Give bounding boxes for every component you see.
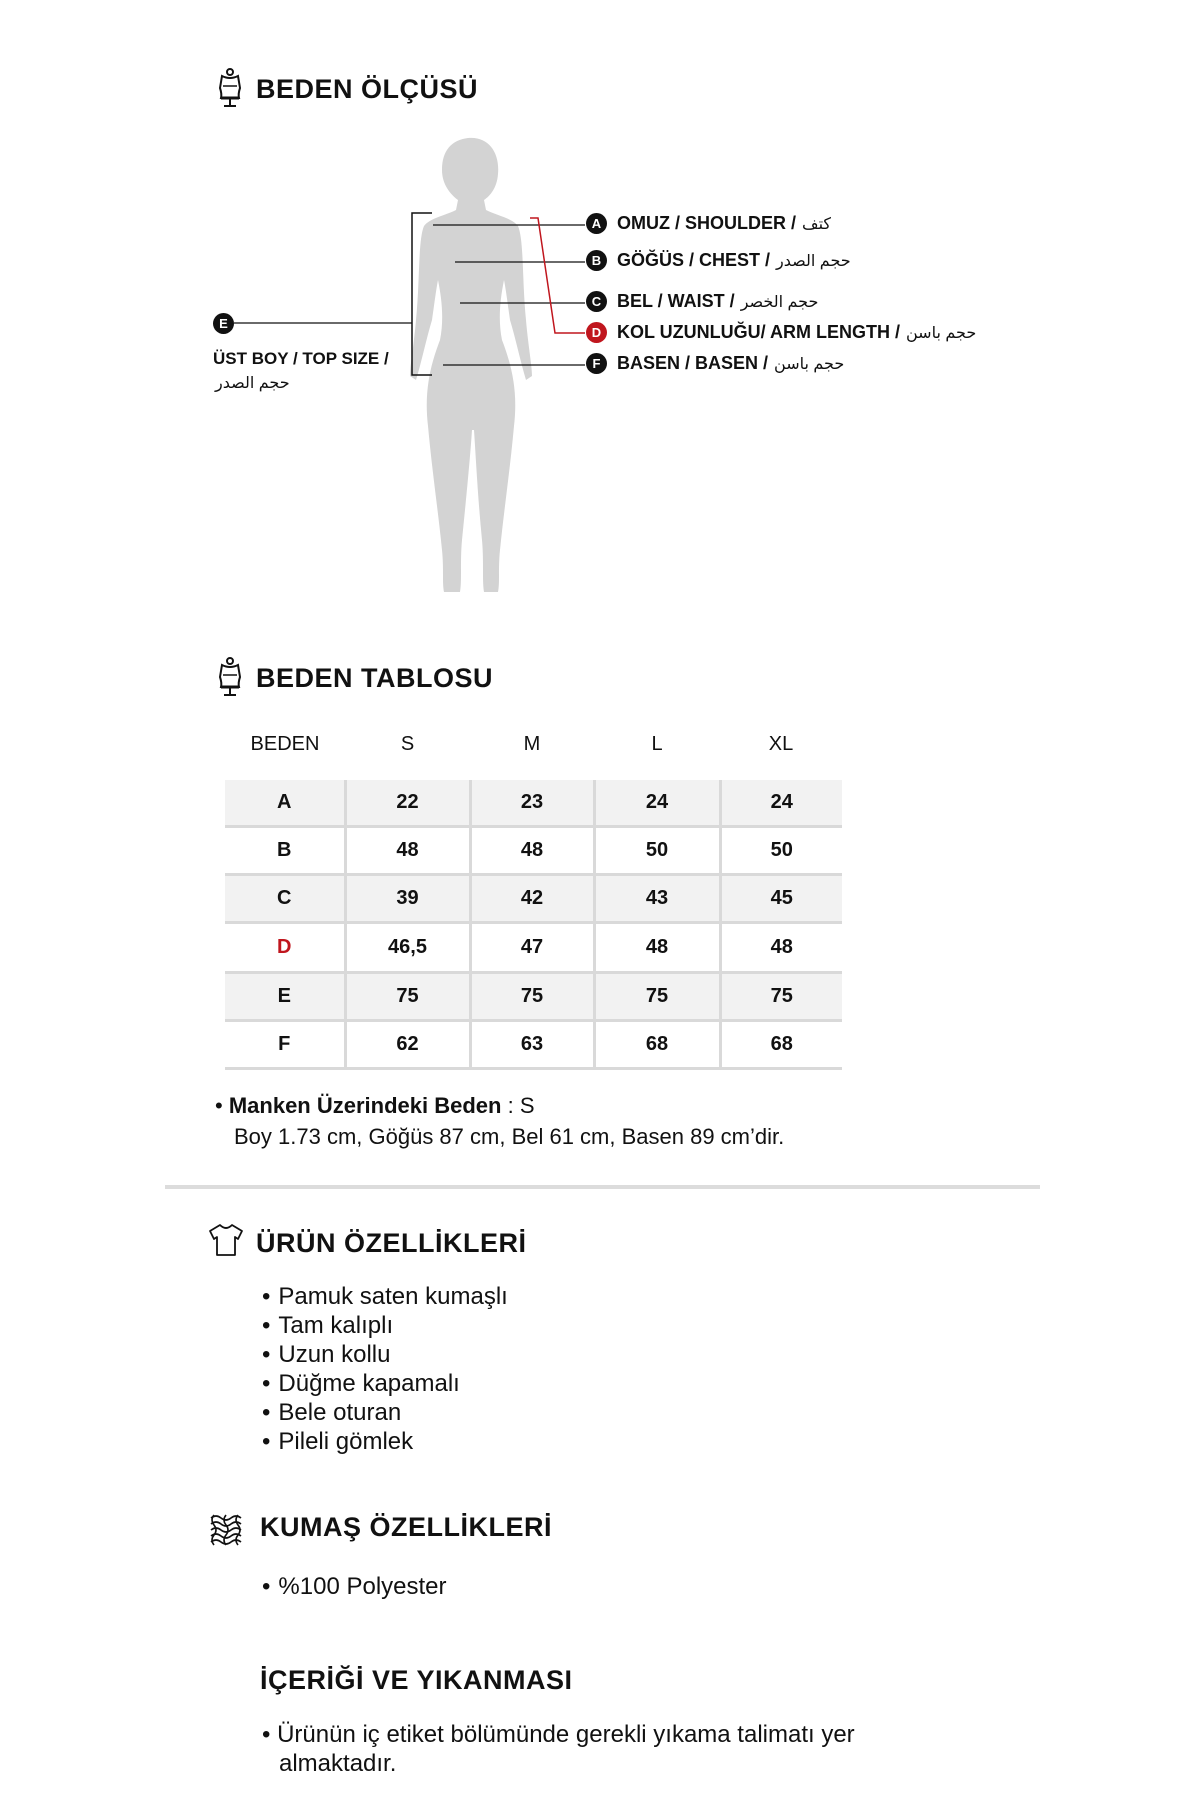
care-line-text: Ürünün iç etiket bölümünde gerekli yıkama talimatı yer xyxy=(277,1721,855,1748)
measure-label-a xyxy=(586,213,831,234)
table-cell: 50 xyxy=(720,827,842,875)
top-size-label: ÜST BOY / TOP SIZE / xyxy=(213,349,389,368)
measure-label-text: GÖĞÜS / CHEST / xyxy=(617,250,771,270)
table-cell: 75 xyxy=(345,973,470,1021)
table-cell: 48 xyxy=(594,923,720,973)
measure-label-e-badge-wrap xyxy=(213,313,244,334)
bullet: • xyxy=(262,1721,271,1748)
table-cell: 48 xyxy=(345,827,470,875)
measure-label-arabic: حجم الخصر xyxy=(740,293,819,311)
table-cell: E xyxy=(225,973,345,1021)
measure-label-text: OMUZ / SHOULDER / xyxy=(617,213,796,233)
divider xyxy=(165,1185,1040,1189)
list-item: • Bele oturan xyxy=(262,1398,508,1427)
measure-label-text: KOL UZUNLUĞU/ ARM LENGTH / xyxy=(617,322,900,342)
table-cell: 75 xyxy=(720,973,842,1021)
product-features-list xyxy=(262,1282,508,1456)
table-cell: C xyxy=(225,875,345,923)
fabric-features-list xyxy=(262,1572,447,1601)
table-cell: 63 xyxy=(470,1021,594,1069)
table-cell: 68 xyxy=(594,1021,720,1069)
table-row xyxy=(225,1021,842,1069)
fabric-pattern-icon xyxy=(208,1512,246,1555)
section-title-fabric: KUMAŞ ÖZELLİKLERİ xyxy=(260,1512,552,1542)
table-cell: 24 xyxy=(594,780,720,827)
table-cell: 24 xyxy=(720,780,842,827)
table-cell: B xyxy=(225,827,345,875)
care-line-continued: almaktadır. xyxy=(279,1750,397,1777)
table-cell: 62 xyxy=(345,1021,470,1069)
table-cell: 68 xyxy=(720,1021,842,1069)
section-title-product: ÜRÜN ÖZELLİKLERİ xyxy=(256,1228,527,1258)
measure-label-arabic: حجم باسن xyxy=(774,355,845,373)
table-cell: 46,5 xyxy=(345,923,470,973)
table-cell: 23 xyxy=(470,780,594,827)
table-row xyxy=(225,827,842,875)
section-title-size-table: BEDEN TABLOSU xyxy=(256,663,494,693)
size-table-header: L xyxy=(651,732,663,755)
table-cell: 42 xyxy=(470,875,594,923)
measure-label-b xyxy=(586,250,851,271)
table-row xyxy=(225,780,842,827)
list-item: • Uzun kollu xyxy=(262,1340,508,1369)
size-table-header: XL xyxy=(768,732,794,755)
table-cell: A xyxy=(225,780,345,827)
size-table-header-row xyxy=(225,720,842,768)
measure-label-arabic: كتف xyxy=(802,215,832,233)
table-cell: 48 xyxy=(470,827,594,875)
size-table xyxy=(225,720,842,1070)
badge-f: F xyxy=(586,353,607,374)
table-cell: 43 xyxy=(594,875,720,923)
bullet: • xyxy=(215,1093,223,1118)
measure-label-text: BASEN / BASEN / xyxy=(617,353,769,373)
badge-c: C xyxy=(586,291,607,312)
measure-label-d xyxy=(586,322,976,343)
tshirt-icon xyxy=(208,1223,244,1262)
top-size-arabic: حجم الصدر xyxy=(215,375,290,392)
table-cell: 45 xyxy=(720,875,842,923)
table-row xyxy=(225,973,842,1021)
table-row xyxy=(225,923,842,973)
measure-label-arabic: حجم باسن xyxy=(905,324,977,342)
table-cell: 47 xyxy=(470,923,594,973)
table-cell: F xyxy=(225,1021,345,1069)
list-item: • Pamuk saten kumaşlı xyxy=(262,1282,508,1311)
size-table-header: S xyxy=(400,732,415,755)
table-cell: 48 xyxy=(720,923,842,973)
badge-a: A xyxy=(586,213,607,234)
list-item: • Tam kalıplı xyxy=(262,1311,508,1340)
mannequin-icon xyxy=(213,657,247,702)
section-title-care: İÇERİĞİ VE YIKANMASI xyxy=(260,1665,573,1695)
list-item: • Düğme kapamalı xyxy=(262,1369,508,1398)
model-note-detail: Boy 1.73 cm, Göğüs 87 cm, Bel 61 cm, Basen 89 cm’dir. xyxy=(234,1124,785,1149)
badge-b: B xyxy=(586,250,607,271)
measure-label-text: BEL / WAIST / xyxy=(617,291,735,311)
table-cell: 39 xyxy=(345,875,470,923)
table-row xyxy=(225,875,842,923)
badge-e: E xyxy=(213,313,234,334)
table-cell: 75 xyxy=(594,973,720,1021)
table-cell-highlight: D xyxy=(225,923,345,973)
care-text xyxy=(262,1720,855,1778)
model-note xyxy=(215,1093,535,1119)
table-cell: 75 xyxy=(470,973,594,1021)
measure-label-arabic: حجم الصدر xyxy=(776,252,851,270)
list-item: • %100 Polyester xyxy=(262,1572,447,1601)
model-note-value: : S xyxy=(507,1093,535,1118)
table-cell: 22 xyxy=(345,780,470,827)
size-table-header: BEDEN xyxy=(250,732,320,755)
table-cell: 50 xyxy=(594,827,720,875)
section-title-measurement: BEDEN ÖLÇÜSÜ xyxy=(256,74,479,104)
badge-d: D xyxy=(586,322,607,343)
measure-label-c xyxy=(586,291,818,312)
list-item: • Pileli gömlek xyxy=(262,1427,508,1456)
measure-label-f xyxy=(586,353,844,374)
model-note-label: Manken Üzerindeki Beden xyxy=(228,1093,502,1118)
size-table-header: M xyxy=(523,732,541,755)
care-line xyxy=(262,1720,855,1749)
